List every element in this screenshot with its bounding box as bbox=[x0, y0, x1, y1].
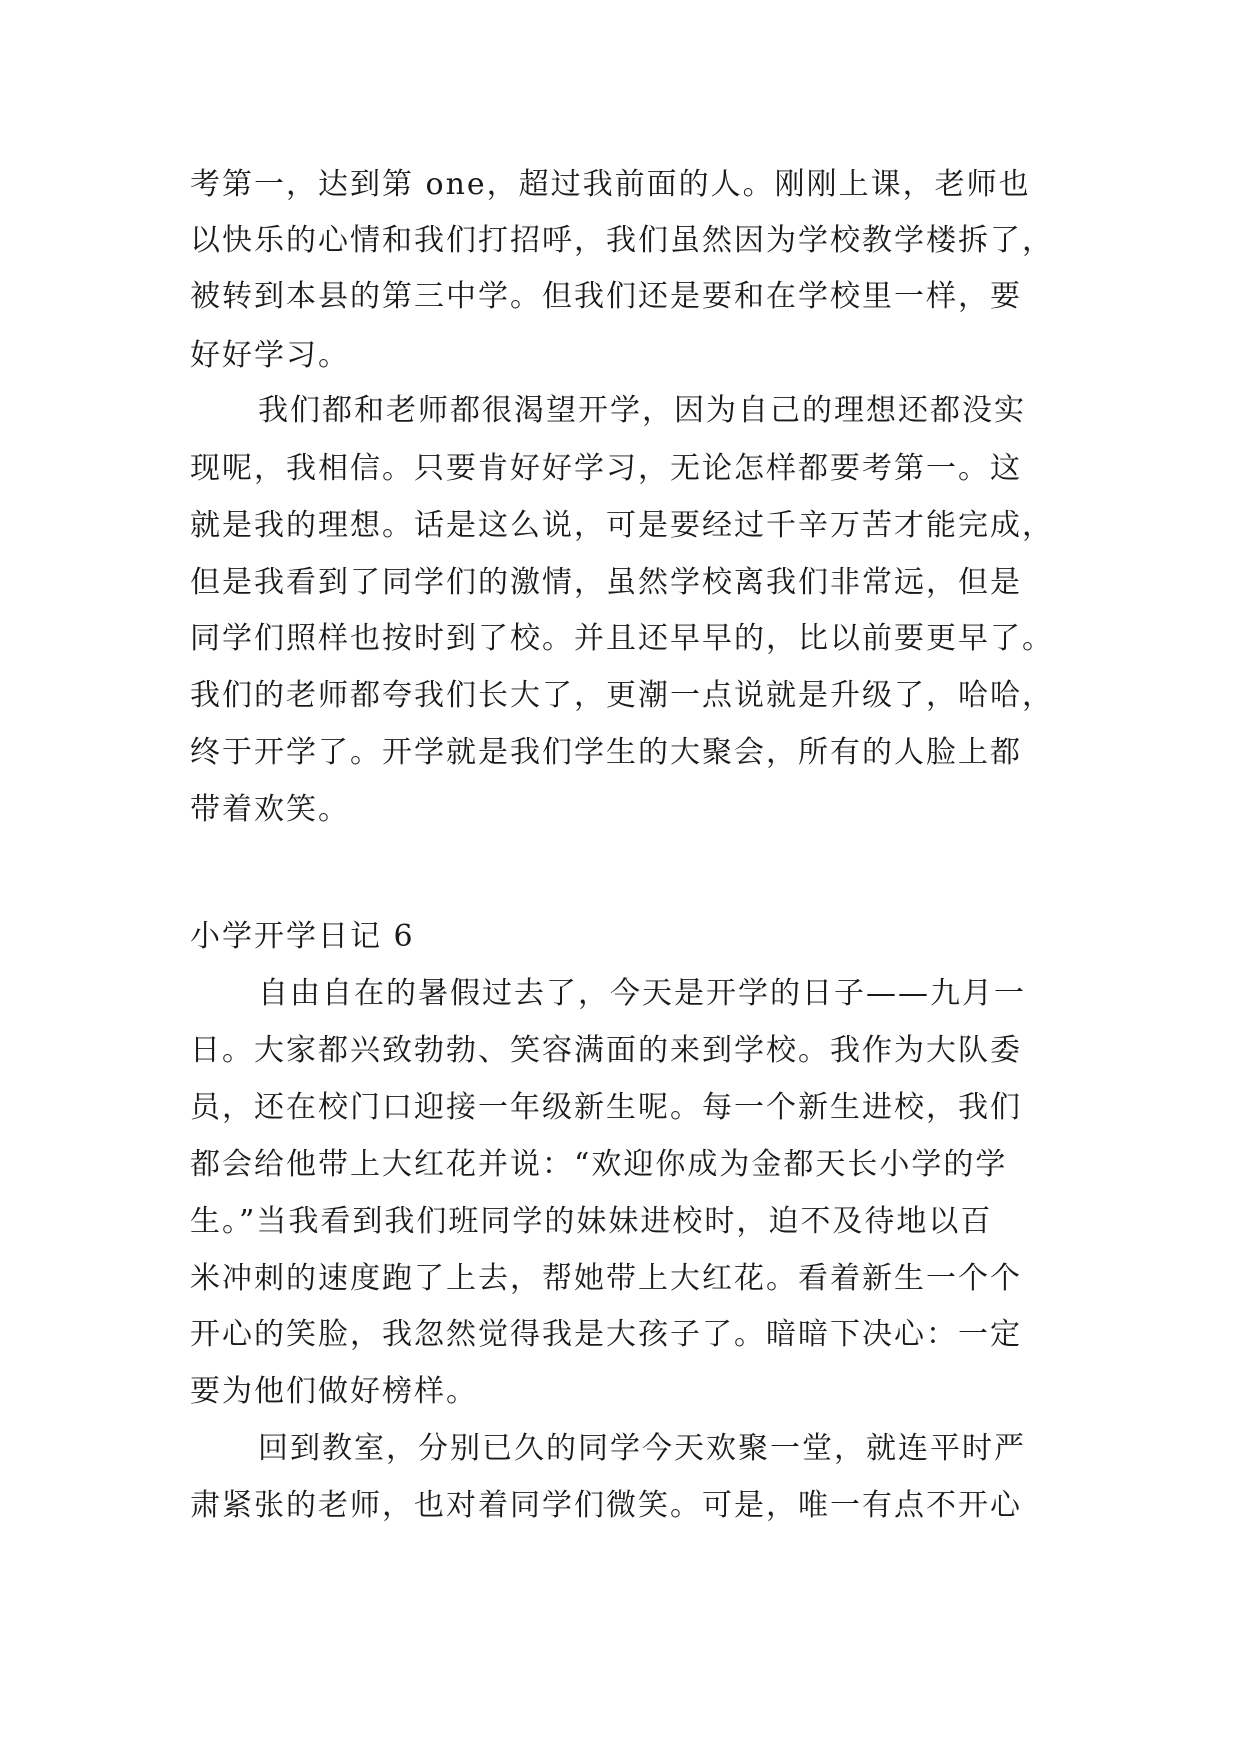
paragraph-3-line-1: 自由自在的暑假过去了，今天是开学的日子——九月一 bbox=[258, 976, 1026, 1011]
paragraph-2-line-4: 但是我看到了同学们的激情，虽然学校离我们非常远，但是 bbox=[190, 565, 1022, 600]
paragraph-1-line-4: 好好学习。 bbox=[190, 338, 350, 373]
paragraph-2-line-2: 现呢，我相信。只要肯好好学习，无论怎样都要考第一。这 bbox=[190, 451, 1022, 486]
paragraph-4-line-1: 回到教室，分别已久的同学今天欢聚一堂，就连平时严 bbox=[258, 1431, 1026, 1466]
paragraph-2-line-3: 就是我的理想。话是这么说，可是要经过千辛万苦才能完成， bbox=[190, 508, 1054, 543]
paragraph-1-line-2: 以快乐的心情和我们打招呼，我们虽然因为学校教学楼拆了， bbox=[190, 223, 1054, 258]
paragraph-2-line-5: 同学们照样也按时到了校。并且还早早的，比以前要更早了。 bbox=[190, 621, 1054, 656]
paragraph-3-line-6: 米冲刺的速度跑了上去，帮她带上大红花。看着新生一个个 bbox=[190, 1261, 1022, 1296]
paragraph-1-line-1: 考第一，达到第 one，超过我前面的人。刚刚上课，老师也 bbox=[190, 167, 1031, 202]
paragraph-3-line-2: 日。大家都兴致勃勃、笑容满面的来到学校。我作为大队委 bbox=[190, 1033, 1022, 1068]
paragraph-2-line-1: 我们都和老师都很渴望开学，因为自己的理想还都没实 bbox=[258, 393, 1026, 428]
paragraph-2-line-8: 带着欢笑。 bbox=[190, 792, 350, 827]
section-heading: 小学开学日记 6 bbox=[190, 919, 415, 954]
paragraph-2-line-6: 我们的老师都夸我们长大了，更潮一点说就是升级了，哈哈， bbox=[190, 678, 1054, 713]
paragraph-3-line-3: 员，还在校门口迎接一年级新生呢。每一个新生进校，我们 bbox=[190, 1090, 1022, 1125]
paragraph-3-line-8: 要为他们做好榜样。 bbox=[190, 1374, 478, 1409]
paragraph-3-line-4: 都会给他带上大红花并说：“欢迎你成为金都天长小学的学 bbox=[190, 1147, 1008, 1182]
paragraph-3-line-5: 生。”当我看到我们班同学的妹妹进校时，迫不及待地以百 bbox=[190, 1204, 993, 1239]
paragraph-2-line-7: 终于开学了。开学就是我们学生的大聚会，所有的人脸上都 bbox=[190, 735, 1022, 770]
paragraph-4-line-2: 肃紧张的老师，也对着同学们微笑。可是，唯一有点不开心 bbox=[190, 1488, 1022, 1523]
paragraph-3-line-7: 开心的笑脸，我忽然觉得我是大孩子了。暗暗下决心：一定 bbox=[190, 1317, 1022, 1352]
paragraph-1-line-3: 被转到本县的第三中学。但我们还是要和在学校里一样，要 bbox=[190, 279, 1022, 314]
